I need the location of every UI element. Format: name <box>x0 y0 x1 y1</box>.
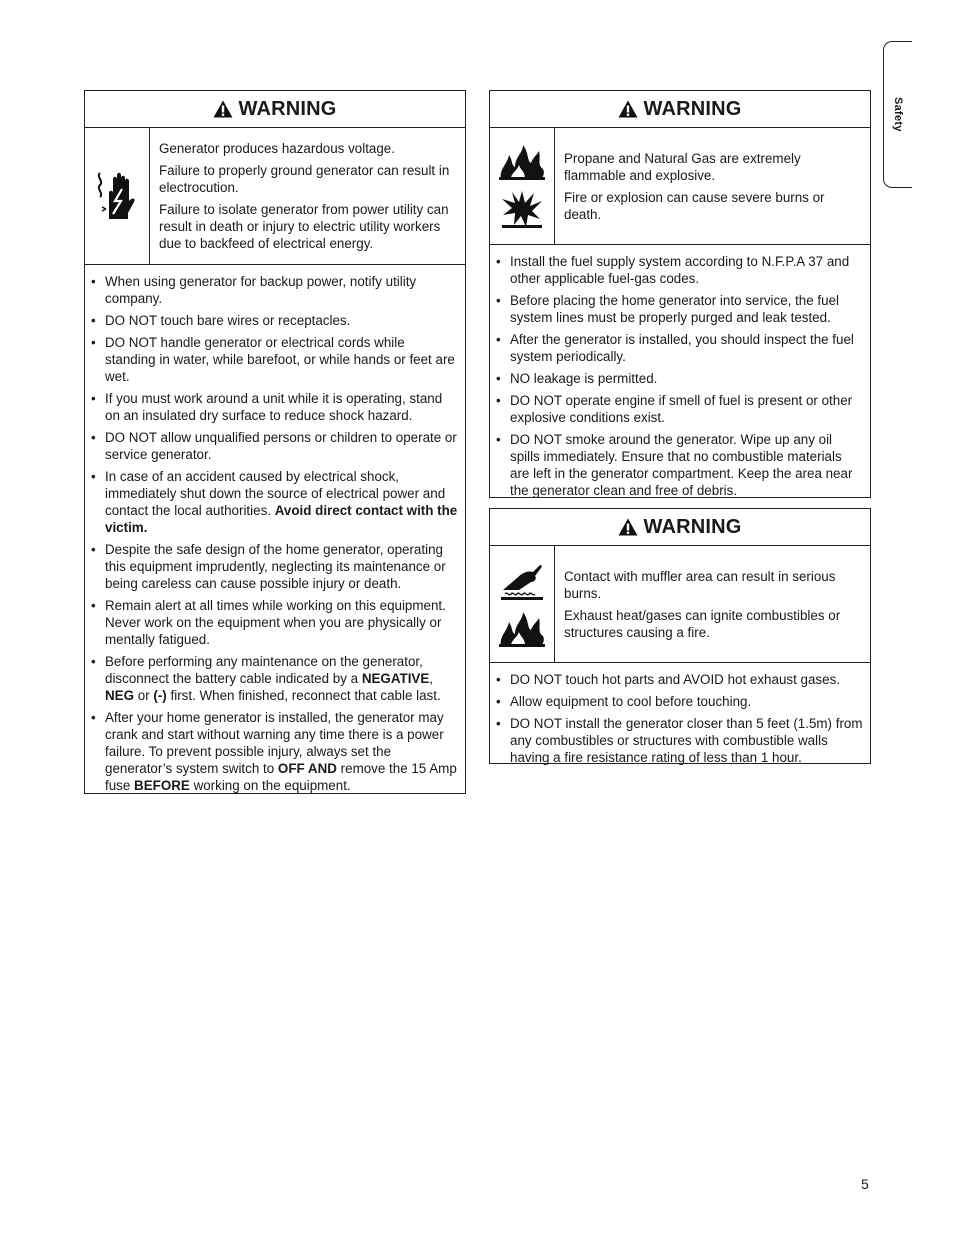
list-item: • When using generator for backup power, notify utility company. <box>90 273 459 307</box>
hazard-statement: Fire or explosion can cause severe burns or death. <box>564 190 825 222</box>
warning-triangle-icon <box>618 100 638 118</box>
page-number: 5 <box>861 1176 869 1192</box>
hazard-statement: Failure to properly ground generator can result in electrocution. <box>159 163 450 195</box>
explosion-icon <box>500 189 544 229</box>
list-item: • DO NOT handle generator or electrical cords while standing in water, while barefoot, or while hands or feet are wet. <box>90 334 459 385</box>
list-item: • DO NOT operate engine if smell of fuel is present or other explosive conditions exist. <box>495 392 864 426</box>
warning-box-electric-shock <box>84 90 466 794</box>
hazard-statement: Propane and Natural Gas are extremely flammable and explosive. <box>564 151 801 183</box>
section-tab-safety <box>883 41 912 188</box>
list-item: • In case of an accident caused by electrical shock, immediately shut down the source of electrical power and contact the local authorities. Avoid direct contact with the victim. <box>90 468 459 536</box>
list-item: • DO NOT smoke around the generator. Wipe up any oil spills immediately. Ensure that no combustible materials are left in the generator compartment. Keep the area near the generator clean and free of debris. <box>495 431 864 499</box>
list-item: • Allow equipment to cool before touching. <box>495 693 864 710</box>
list-item: • DO NOT touch bare wires or receptacles. <box>90 312 459 329</box>
hot-surface-icon <box>499 560 545 602</box>
warning-box-hot-surfaces <box>489 508 871 764</box>
list-item: • Before performing any maintenance on the generator, disconnect the battery cable indicated by a NEGATIVE, NEG or (-) first. When finished, reconnect that cable last. <box>90 653 459 704</box>
warning-triangle-icon <box>213 100 233 118</box>
hazard-statement: Exhaust heat/gases can ignite combustibles or structures causing a fire. <box>564 608 841 640</box>
list-item: • After the generator is installed, you should inspect the fuel system periodically. <box>495 331 864 365</box>
list-item: • DO NOT install the generator closer than 5 feet (1.5m) from any combustibles or structures with combustible walls having a fire resistance rating of less than 1 hour. <box>495 715 864 766</box>
list-item: • Despite the safe design of the home generator, operating this equipment imprudently, neglecting its maintenance or being careless can cause possible injury or death. <box>90 541 459 592</box>
list-item: • Remain alert at all times while working on this equipment. Never work on the equipment when you are physically or mentally fatigued. <box>90 597 459 648</box>
hazard-statement: Generator produces hazardous voltage. <box>159 141 395 156</box>
list-item: • If you must work around a unit while it is operating, stand on an insulated dry surface to reduce shock hazard. <box>90 390 459 424</box>
warning-title: WARNING <box>643 515 742 538</box>
warning-box-fuel <box>489 90 871 498</box>
list-item: • DO NOT allow unqualified persons or children to operate or service generator. <box>90 429 459 463</box>
warning-header <box>85 91 465 128</box>
fire-icon <box>497 143 547 181</box>
hazard-statement: Failure to isolate generator from power utility can result in death or injury to electric utility workers due to backfeed of electrical energy. <box>159 202 449 251</box>
precaution-list <box>490 663 870 773</box>
warning-header <box>490 91 870 128</box>
warning-triangle-icon <box>618 518 638 536</box>
section-tab-label: Safety <box>892 97 904 132</box>
warning-title: WARNING <box>643 97 742 120</box>
precaution-list <box>85 265 465 801</box>
hazard-statement: Contact with muffler area can result in serious burns. <box>564 569 836 601</box>
electric-shock-hand-icon <box>92 167 142 225</box>
warning-header <box>490 509 870 546</box>
warning-title: WARNING <box>238 97 337 120</box>
list-item: • After your home generator is installed, the generator may crank and start without warning any time there is a power failure. To prevent possible injury, always set the generator’s system switch to OFF AND remove the 15 Amp fuse BEFORE working on the equipment. <box>90 709 459 794</box>
list-item: • DO NOT touch hot parts and AVOID hot exhaust gases. <box>495 671 864 688</box>
list-item: • Before placing the home generator into service, the fuel system lines must be properly purged and leak tested. <box>495 292 864 326</box>
list-item: • NO leakage is permitted. <box>495 370 864 387</box>
fire-icon <box>497 610 547 648</box>
list-item: • Install the fuel supply system according to N.F.P.A 37 and other applicable fuel-gas codes. <box>495 253 864 287</box>
precaution-list <box>490 245 870 506</box>
